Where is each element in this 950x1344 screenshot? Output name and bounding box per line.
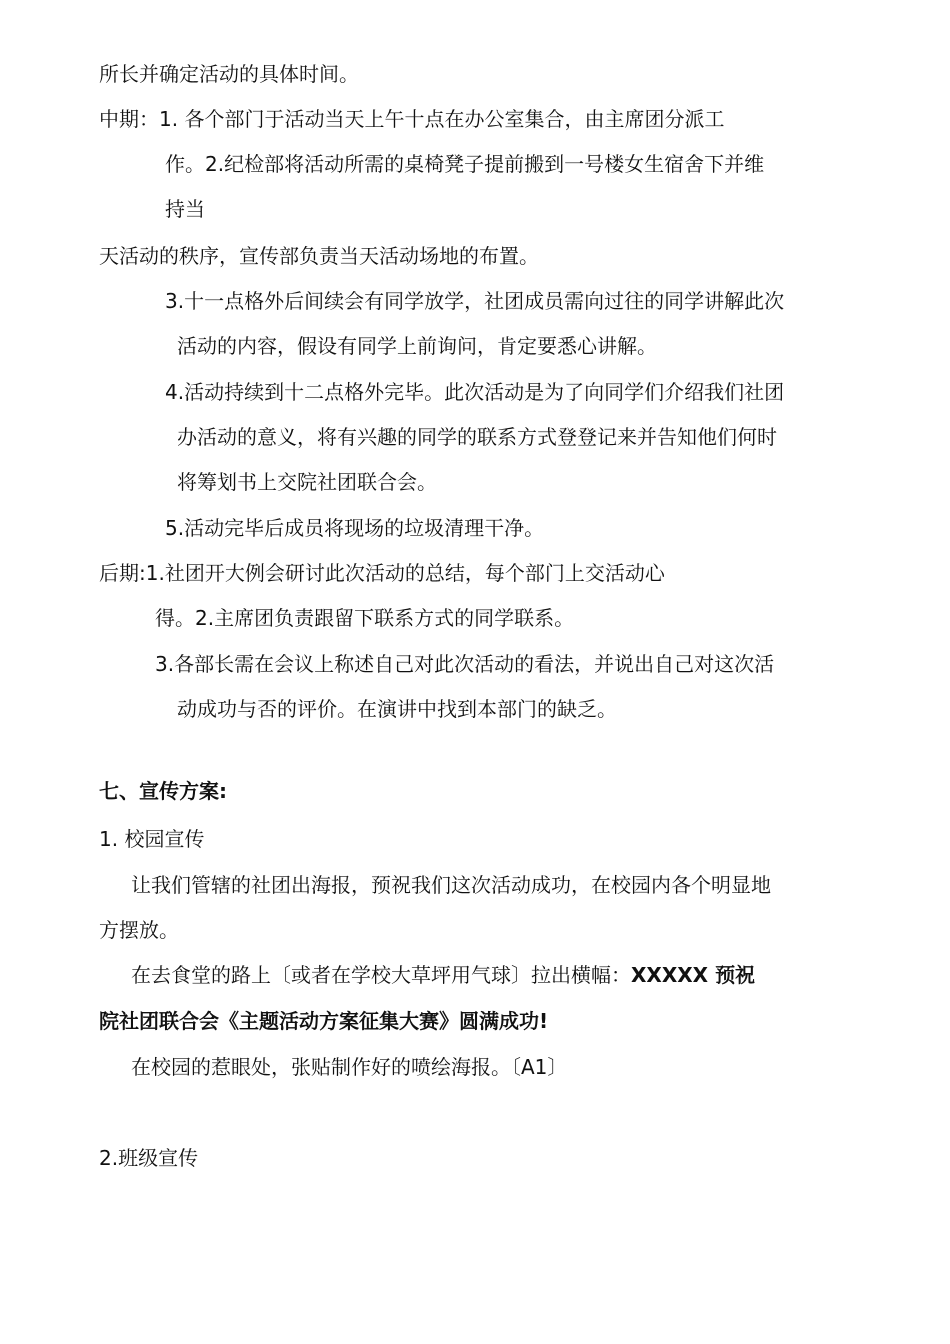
text-line: 3.各部长需在会议上称述自己对此次活动的看法，并说出自己对这次活: [155, 652, 775, 676]
text-line: 持当: [165, 197, 205, 221]
banner-text-bold-line: 院社团联合会《主题活动方案征集大赛》圆满成功!: [99, 1009, 549, 1033]
text-line: 4.活动持续到十二点格外完毕。此次活动是为了向同学们介绍我们社团: [165, 380, 785, 404]
text-line: 5.活动完毕后成员将现场的垃圾清理干净。: [165, 516, 545, 540]
text-line: 动成功与否的评价。在演讲中找到本部门的缺乏。: [177, 697, 617, 721]
text-line: 中期：1. 各个部门于活动当天上午十点在办公室集合，由主席团分派工: [99, 107, 725, 131]
paragraph-line: 在校园的惹眼处，张贴制作好的喷绘海报。〔A1〕: [131, 1055, 568, 1079]
text-line: 办活动的意义，将有兴趣的同学的联系方式登登记来并告知他们何时: [177, 425, 777, 449]
text-line: 得。2.主席团负责跟留下联系方式的同学联系。: [155, 606, 575, 630]
text-line: 天活动的秩序，宣传部负责当天活动场地的布置。: [99, 244, 539, 268]
paragraph-line: 方摆放。: [99, 918, 179, 942]
section-heading: 七、宣传方案:: [99, 779, 227, 803]
item-title: 1. 校园宣传: [99, 827, 205, 851]
paragraph-line: [131, 961, 755, 989]
paragraph-line: 让我们管辖的社团出海报，预祝我们这次活动成功，在校园内各个明显地: [131, 873, 771, 897]
text-line: 作。2.纪检部将活动所需的桌椅凳子提前搬到一号楼女生宿舍下并维: [165, 152, 765, 176]
banner-text-bold: XXXXX 预祝: [631, 963, 756, 987]
item-title: 2.班级宣传: [99, 1146, 199, 1170]
text-line: 后期:1.社团开大例会研讨此次活动的总结，每个部门上交活动心: [99, 561, 665, 585]
banner-intro-text: 在去食堂的路上〔或者在学校大草坪用气球〕拉出横幅：: [131, 963, 631, 987]
text-line: 将筹划书上交院社团联合会。: [177, 470, 437, 494]
text-line: 3.十一点格外后间续会有同学放学，社团成员需向过往的同学讲解此次: [165, 289, 785, 313]
text-line: 活动的内容，假设有同学上前询问，肯定要悉心讲解。: [177, 334, 657, 358]
text-line: 所长并确定活动的具体时间。: [99, 62, 359, 86]
